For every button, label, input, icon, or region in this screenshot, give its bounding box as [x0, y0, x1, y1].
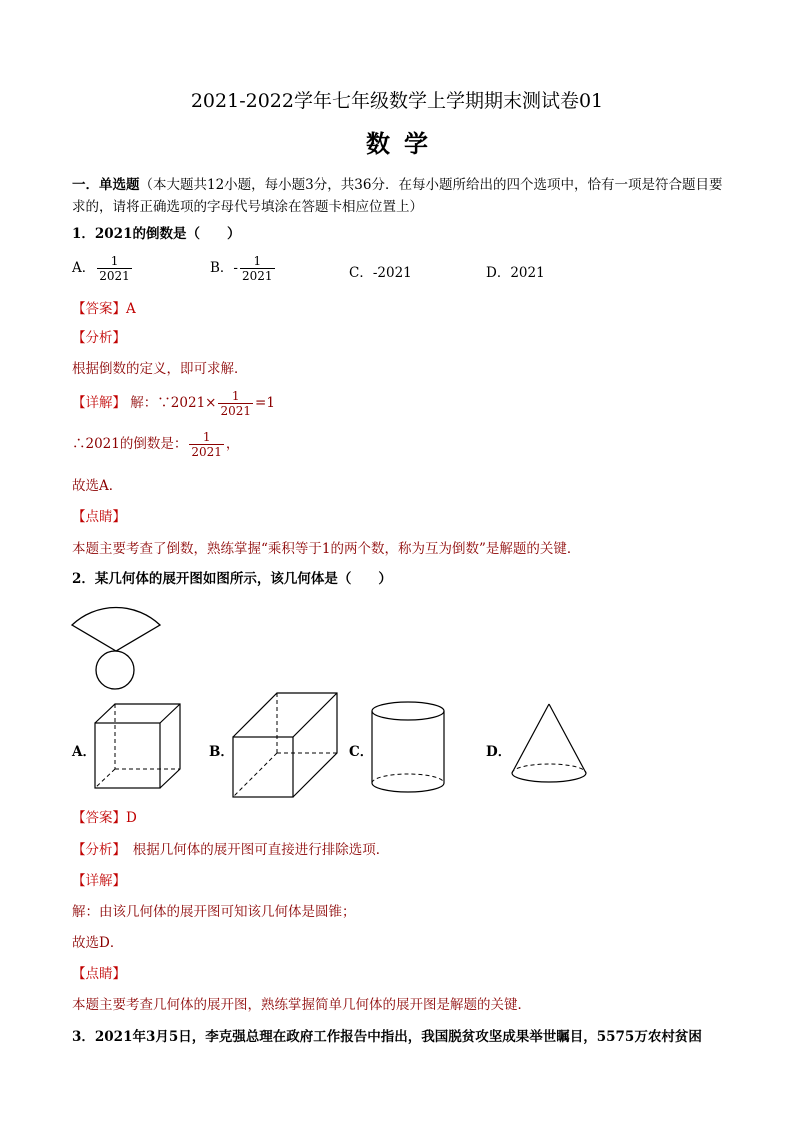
q1-detail-fraction	[218, 389, 253, 418]
page-title: 2021-2022学年七年级数学上学期期末测试卷01	[190, 90, 604, 112]
q1-option-c: C．-2021	[349, 265, 412, 281]
q1-analysis-text: 根据倒数的定义，即可求解．	[72, 361, 248, 377]
q1-detail-den: 2021	[220, 404, 252, 418]
cube-front	[95, 723, 160, 788]
q1-analysis-tag	[72, 326, 126, 346]
q1-comment-text: 本题主要考查了倒数，熟练掌握“乘积等于1的两个数，称为互为倒数”是解题的关键．	[72, 541, 581, 557]
q1-option-d: D．2021	[486, 265, 545, 281]
net-circle	[96, 651, 134, 689]
section-label: 一．单选题	[72, 177, 140, 193]
q3-stem: 3．2021年3月5日，李克强总理在政府工作报告中指出，我国脱贫攻坚成果举世瞩目，5575万农村贫困	[72, 1029, 702, 1045]
q1-analysis-label: 【分析】	[72, 330, 126, 346]
q1-comment-tag	[72, 505, 126, 525]
q2-option-b-label: B．	[209, 744, 234, 760]
cylinder-top	[372, 702, 444, 720]
q2-option-a-label: A．	[72, 744, 96, 760]
section-intro	[72, 174, 724, 218]
cone-net-figure	[70, 593, 170, 693]
q1-answer-value: A	[126, 301, 136, 317]
cuboid-top-right-edge	[293, 693, 337, 737]
q2-comment-label: 【点睛】	[72, 966, 126, 982]
q2-comment-text: 本题主要考查几何体的展开图，熟练掌握简单几何体的展开图是解题的关键．	[72, 997, 531, 1013]
q2-option-d-label: D．	[486, 744, 512, 760]
q1-therefore-prefix: ∴2021的倒数是：	[72, 436, 188, 452]
q2-option-c-label: C．	[349, 744, 374, 760]
q1-option-b-sign: -	[233, 260, 238, 276]
q2-detail-label: 【详解】	[72, 873, 126, 889]
q1-therefore-den: 2021	[191, 445, 222, 459]
q1-therefore	[72, 430, 239, 459]
q1-therefore-fraction	[189, 430, 224, 459]
cube-top-right-edge	[160, 704, 180, 723]
cylinder-bottom-back	[372, 774, 444, 783]
net-sector	[72, 607, 160, 651]
q2-detail-text: 解：由该几何体的展开图可知该几何体是圆锥；	[72, 904, 356, 920]
section-desc: （本大题共12小题，每小题3分，共36分．在每小题所给出的四个选项中，恰有一项是符合题目要求的，请将正确选项的字母代号填涂在答题卡相应位置上）	[72, 177, 723, 215]
q1-detail-prefix: 解：∵2021×	[130, 395, 217, 411]
q2-answer-tag: 【答案】	[72, 810, 126, 826]
q1-option-b	[210, 254, 277, 283]
q1-option-a-label: A．	[72, 260, 96, 276]
q2-analysis-tag: 【分析】	[72, 842, 120, 858]
q1-option-b-den: 2021	[241, 269, 273, 283]
cuboid-figure	[232, 692, 347, 802]
cone-figure	[511, 703, 601, 793]
cube-figure	[94, 703, 184, 798]
q2-analysis-text: 根据几何体的展开图可直接进行排除选项．	[132, 842, 390, 858]
q1-answer-tag: 【答案】	[72, 301, 126, 317]
q1-option-a-num: 1	[110, 254, 119, 268]
cube-hidden-diagonal	[95, 769, 115, 788]
q1-detail-tag: 【详解】	[72, 395, 126, 411]
q1-detail-suffix: =1	[255, 395, 275, 411]
cylinder-bottom-front	[372, 783, 444, 792]
q1-option-a-den: 2021	[99, 269, 130, 283]
q1-option-b-label: B．	[210, 260, 234, 276]
q1-option-a	[72, 254, 134, 283]
q1-comment-label: 【点睛】	[72, 509, 126, 525]
q2-answer	[72, 806, 137, 826]
q2-comment-tag	[72, 962, 126, 982]
q2-analysis	[72, 838, 389, 858]
q1-detail-num: 1	[231, 389, 240, 403]
cone-base-back	[512, 764, 586, 773]
q1-therefore-suffix: ，	[225, 436, 240, 452]
q1-option-b-fraction	[240, 254, 275, 283]
q1-option-b-num: 1	[253, 254, 262, 268]
q2-answer-value: D	[126, 810, 137, 826]
q2-detail-tag	[72, 869, 126, 889]
cone-left-side	[512, 704, 549, 773]
q1-option-a-fraction	[97, 254, 132, 283]
q1-detail	[72, 389, 275, 418]
cylinder-figure	[371, 701, 451, 801]
cone-right-side	[549, 704, 586, 773]
cone-base-front	[512, 773, 586, 782]
q1-answer	[72, 297, 136, 317]
q2-stem: 2．某几何体的展开图如图所示，该几何体是（ ）	[72, 571, 392, 587]
q1-therefore-num: 1	[202, 430, 211, 444]
q2-choose: 故选D．	[72, 935, 124, 951]
cuboid-hidden-diagonal	[233, 753, 277, 797]
q1-stem: 1．2021的倒数是（ ）	[72, 226, 241, 242]
page-subtitle: 数学	[366, 129, 442, 158]
q1-choose: 故选A．	[72, 478, 123, 494]
